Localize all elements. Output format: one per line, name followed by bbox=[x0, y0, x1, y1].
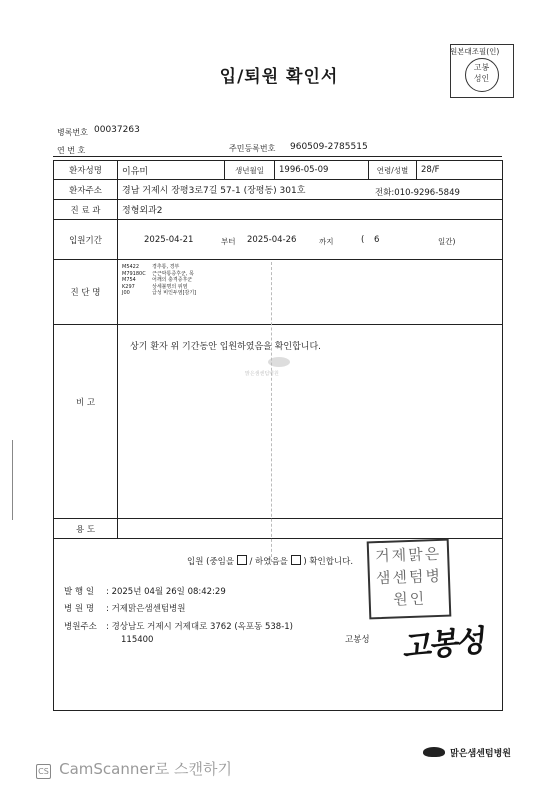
center-guide-line bbox=[271, 262, 272, 562]
hospital-name-label: 병 원 명 bbox=[64, 604, 95, 614]
record-no: 00037263 bbox=[94, 125, 140, 135]
issue-date: : 2025년 04월 26일 08:42:29 bbox=[106, 587, 226, 597]
remarks-text: 상기 환자 위 기간동안 입원하였음을 확인합니다. bbox=[130, 342, 322, 352]
addr-label: 환자주소 bbox=[54, 180, 118, 200]
diagnosis-name: 경추통, 경부 bbox=[152, 264, 180, 270]
patient-name: 이유미 bbox=[118, 161, 225, 180]
issue-date-label: 발 행 일 bbox=[64, 587, 95, 597]
admission-days-close: 일간) bbox=[438, 237, 456, 246]
admission-from: 부터 bbox=[221, 237, 236, 246]
admission-end: 2025-04-26 bbox=[247, 235, 297, 245]
remarks-cell bbox=[118, 325, 503, 519]
hospital-zip: 115400 bbox=[121, 635, 154, 645]
faint-logo: 맑은샘센텀병원 bbox=[245, 371, 279, 377]
admission-label: 입원기간 bbox=[54, 220, 118, 260]
seal-label: 원본대조필(인) bbox=[450, 47, 500, 56]
hospital-seal-text: 거제맑은샘센텀병원인 bbox=[374, 544, 443, 609]
diagnosis-code: K297 bbox=[122, 283, 135, 290]
diagnosis-name: 상세불명의 위염 bbox=[152, 283, 188, 290]
admission-days: 6 bbox=[374, 235, 380, 245]
confirm-prefix: 입원 (중임을 bbox=[187, 557, 235, 567]
logo-text: 맑은샘센텀병원 bbox=[450, 749, 511, 759]
confirm-mid: / 하였음을 bbox=[249, 557, 288, 567]
admission-start: 2025-04-21 bbox=[144, 235, 194, 245]
diagnosis-name: 급성 비인두염[감기] bbox=[152, 290, 197, 296]
record-no-label: 병록번호 bbox=[57, 128, 88, 137]
issue-cell bbox=[54, 539, 503, 711]
seal-inner-text: 고봉 성인 bbox=[473, 63, 490, 83]
page-title: 입/퇴원 확인서 bbox=[219, 67, 339, 87]
patient-phone: 전화:010-9296-5849 bbox=[375, 188, 460, 198]
rrn-value: 960509-2785515 bbox=[290, 142, 368, 152]
camscanner-icon: CS bbox=[36, 764, 51, 779]
hospital-address: : 경상남도 거제시 거제대로 3762 (옥포동 538-1) bbox=[106, 622, 293, 632]
doctor-signature: 고봉성 bbox=[402, 623, 487, 666]
hospital-address-label: 병원주소 bbox=[64, 622, 97, 632]
checkbox-ongoing bbox=[237, 555, 247, 565]
admission-period-cell bbox=[118, 220, 503, 260]
serial-label: 연 번 호 bbox=[57, 146, 86, 155]
diagnosis-code: M5422 bbox=[122, 264, 140, 270]
doctor-name: 고봉성 bbox=[345, 635, 370, 645]
dob-label: 생년월일 bbox=[225, 161, 275, 180]
diagnosis-cell bbox=[118, 260, 503, 325]
diagnosis-row bbox=[122, 290, 498, 297]
patient-address: 경남 거제시 장평3로7길 57-1 (장평동) 301호 bbox=[122, 186, 306, 196]
agesex-label: 연령/성별 bbox=[369, 161, 417, 180]
admission-form-table bbox=[53, 160, 503, 711]
diagnosis-code: M754 bbox=[122, 277, 136, 283]
logo-icon bbox=[423, 747, 445, 757]
camscanner-watermark bbox=[36, 758, 232, 779]
scan-edge-mark bbox=[12, 440, 13, 520]
dob-value: 1996-05-09 bbox=[275, 161, 369, 180]
dept-value: 정형외과2 bbox=[118, 200, 503, 220]
record-divider bbox=[53, 156, 502, 157]
rrn-label: 주민등록번호 bbox=[229, 144, 276, 153]
name-label: 환자성명 bbox=[54, 161, 118, 180]
checkbox-done bbox=[291, 555, 301, 565]
camscanner-text: CamScanner로 스캔하기 bbox=[59, 760, 232, 778]
hospital-seal bbox=[367, 539, 452, 620]
diagnosis-label: 진 단 명 bbox=[54, 260, 118, 325]
dept-label: 진 료 과 bbox=[54, 200, 118, 220]
confirm-suffix: ) 확인합니다. bbox=[303, 557, 354, 567]
admission-to: 까지 bbox=[319, 237, 334, 246]
diagnosis-name: 근근막통증후군, 목 bbox=[152, 270, 194, 277]
diagnosis-code: J00 bbox=[122, 290, 130, 296]
hospital-name: : 거제맑은샘센텀병원 bbox=[106, 604, 186, 614]
remarks-label: 비 고 bbox=[54, 325, 118, 519]
diagnosis-code: M79180C bbox=[122, 270, 146, 277]
admission-days-open: ( bbox=[361, 235, 365, 245]
diagnosis-name: 어깨의 충격증후군 bbox=[152, 277, 193, 283]
agesex-value: 28/F bbox=[417, 161, 503, 180]
hospital-logo bbox=[423, 741, 511, 760]
patient-address-cell bbox=[118, 180, 503, 200]
purpose-label: 용 도 bbox=[54, 519, 118, 539]
purpose-value bbox=[118, 519, 503, 539]
